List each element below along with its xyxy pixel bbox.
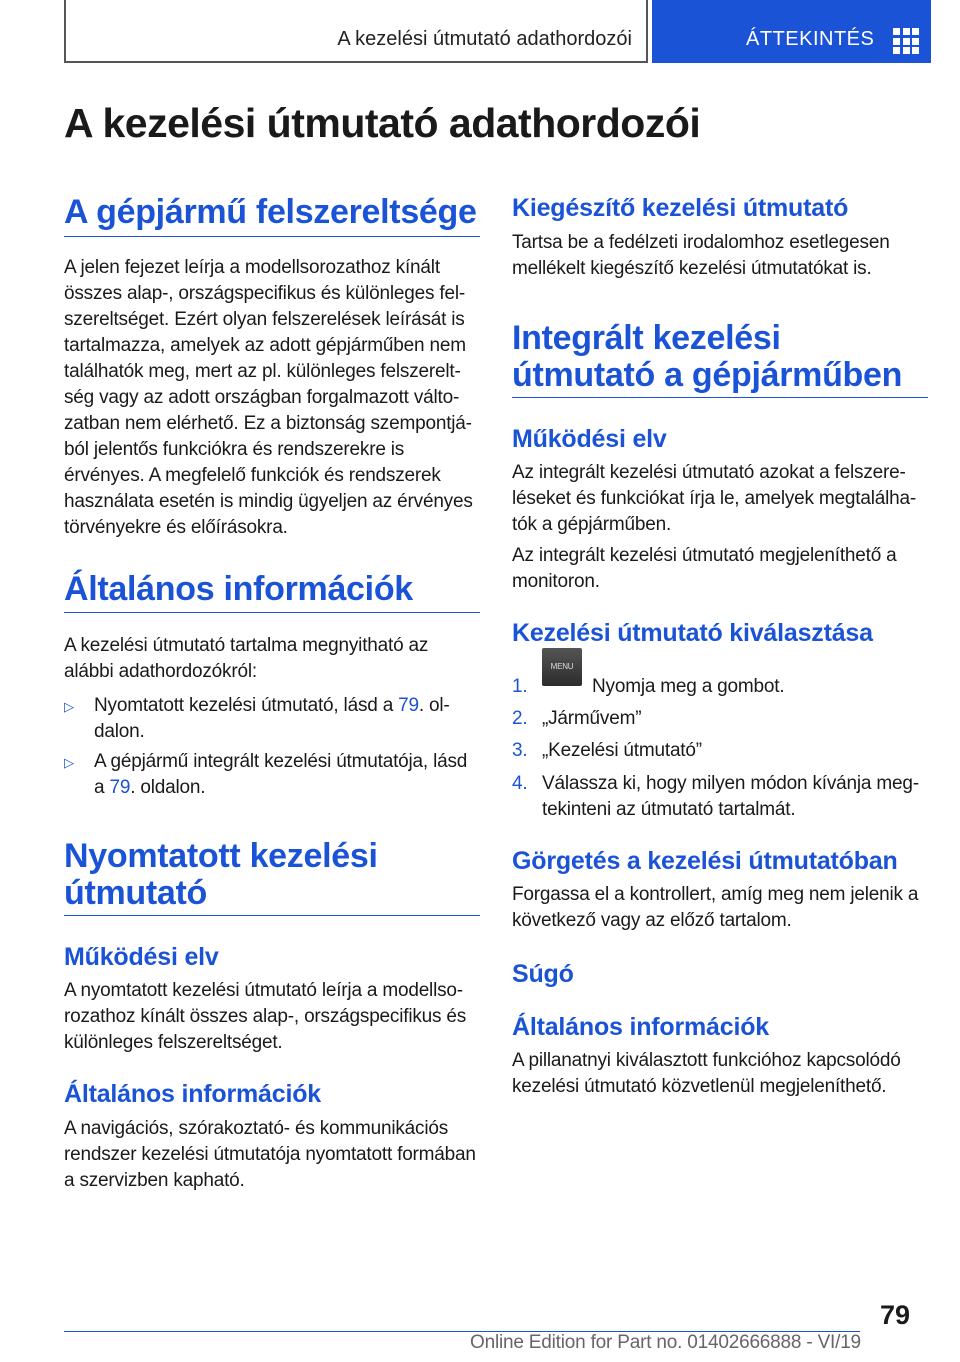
scrolling-paragraph: Forgassa el a kontrollert, amíg meg nem jelenik a következő vagy az előző tartalom. bbox=[512, 884, 919, 931]
triangle-bullet-icon: ▷ bbox=[64, 755, 74, 770]
equipment-paragraph: A jelen fejezet leírja a modellsorozathoz kínált összes alap-, országspecifikus és különleges felszereltséget. Ezért olyan felszerelések leírását is tartalmazza, amelyek az adott gépjárműben nem találhatók meg, mert az pl. különleges felszereltség vagy az adott országban forgalmazott változatban nem elérhető. Ez a biztonság szempontjából jelentős funkciókra és rendszerekre is érvényes. A megfelelő funkciók és rendszerek használata esetén is mindig ügyeljen az érvényes törvényekre és előírásokra. bbox=[64, 257, 473, 538]
section-heading-printed-manual: Nyomtatott kezelési útmutató bbox=[64, 837, 378, 912]
integrated-monitor-paragraph: Az integrált kezelési útmutató megjeleníthető a monitoron. bbox=[512, 545, 897, 592]
section-heading-equipment: A gépjármű felszereltsége bbox=[64, 193, 477, 231]
subheading-principle: Működési elv bbox=[512, 425, 667, 453]
header-section-box bbox=[64, 0, 648, 63]
subheading-general-info: Általános információk bbox=[64, 1080, 321, 1108]
subheading-scrolling: Görgetés a kezelési útmutatóban bbox=[512, 847, 898, 875]
general-info-paragraph: A kezelési útmutató tartalma megnyitható az alábbi adathordozókról: bbox=[64, 635, 429, 682]
footer-edition: Online Edition for Part no. 01402666888 - VI/19 bbox=[470, 1332, 861, 1353]
header-chapter-title: ÁTTEKINTÉS bbox=[746, 28, 875, 50]
section-heading-general-info: Általános információk bbox=[64, 570, 413, 608]
section-rule bbox=[64, 915, 480, 916]
subheading-help: Súgó bbox=[512, 960, 574, 988]
section-rule bbox=[64, 236, 480, 237]
menu-button-icon: MENU bbox=[542, 648, 582, 686]
page-title: A kezelési útmutató adathordozói bbox=[64, 100, 701, 146]
triangle-bullet-icon: ▷ bbox=[64, 699, 74, 714]
subheading-select-manual: Kezelési útmutató kiválasztása bbox=[512, 619, 873, 647]
integrated-principle-paragraph: Az integrált kezelési útmutató azokat a felszereléseket és funkciókat írja le, amelyek megtalálhatók a gépjárműben. bbox=[512, 462, 917, 535]
section-heading-integrated-manual: Integrált kezelési útmutató a gépjárműben bbox=[512, 319, 903, 394]
printed-general-paragraph: A navigációs, szórakoztató- és kommunikációs rendszer kezelési útmutatója nyomtatott formában a szervizben kapható. bbox=[64, 1118, 476, 1191]
supplementary-paragraph: Tartsa be a fedélzeti irodalomhoz esetlegesen mellékelt kiegészítő kezelési útmutatókat is. bbox=[512, 232, 890, 279]
page-link[interactable]: 79 bbox=[398, 695, 419, 716]
page-link[interactable]: 79 bbox=[109, 777, 131, 798]
page-number: 79 bbox=[880, 1300, 911, 1330]
subheading-principle: Működési elv bbox=[64, 943, 219, 971]
header-section-title: A kezelési útmutató adathordozói bbox=[337, 28, 632, 50]
subheading-general-info: Általános információk bbox=[512, 1013, 769, 1041]
section-rule bbox=[512, 397, 928, 398]
header-chapter-box[interactable] bbox=[652, 0, 931, 63]
help-paragraph: A pillanatnyi kiválasztott funkcióhoz kapcsolódó kezelési útmutató közvetlenül megjeleníthető. bbox=[512, 1050, 901, 1097]
section-rule bbox=[64, 612, 480, 613]
grid-icon[interactable] bbox=[893, 28, 919, 54]
printed-principle-paragraph: A nyomtatott kezelési útmutató leírja a modellsorozathoz kínált összes alap-, országspecifikus és különleges felszereltséget. bbox=[64, 980, 467, 1053]
subheading-supplementary: Kiegészítő kezelési útmutató bbox=[512, 194, 849, 222]
